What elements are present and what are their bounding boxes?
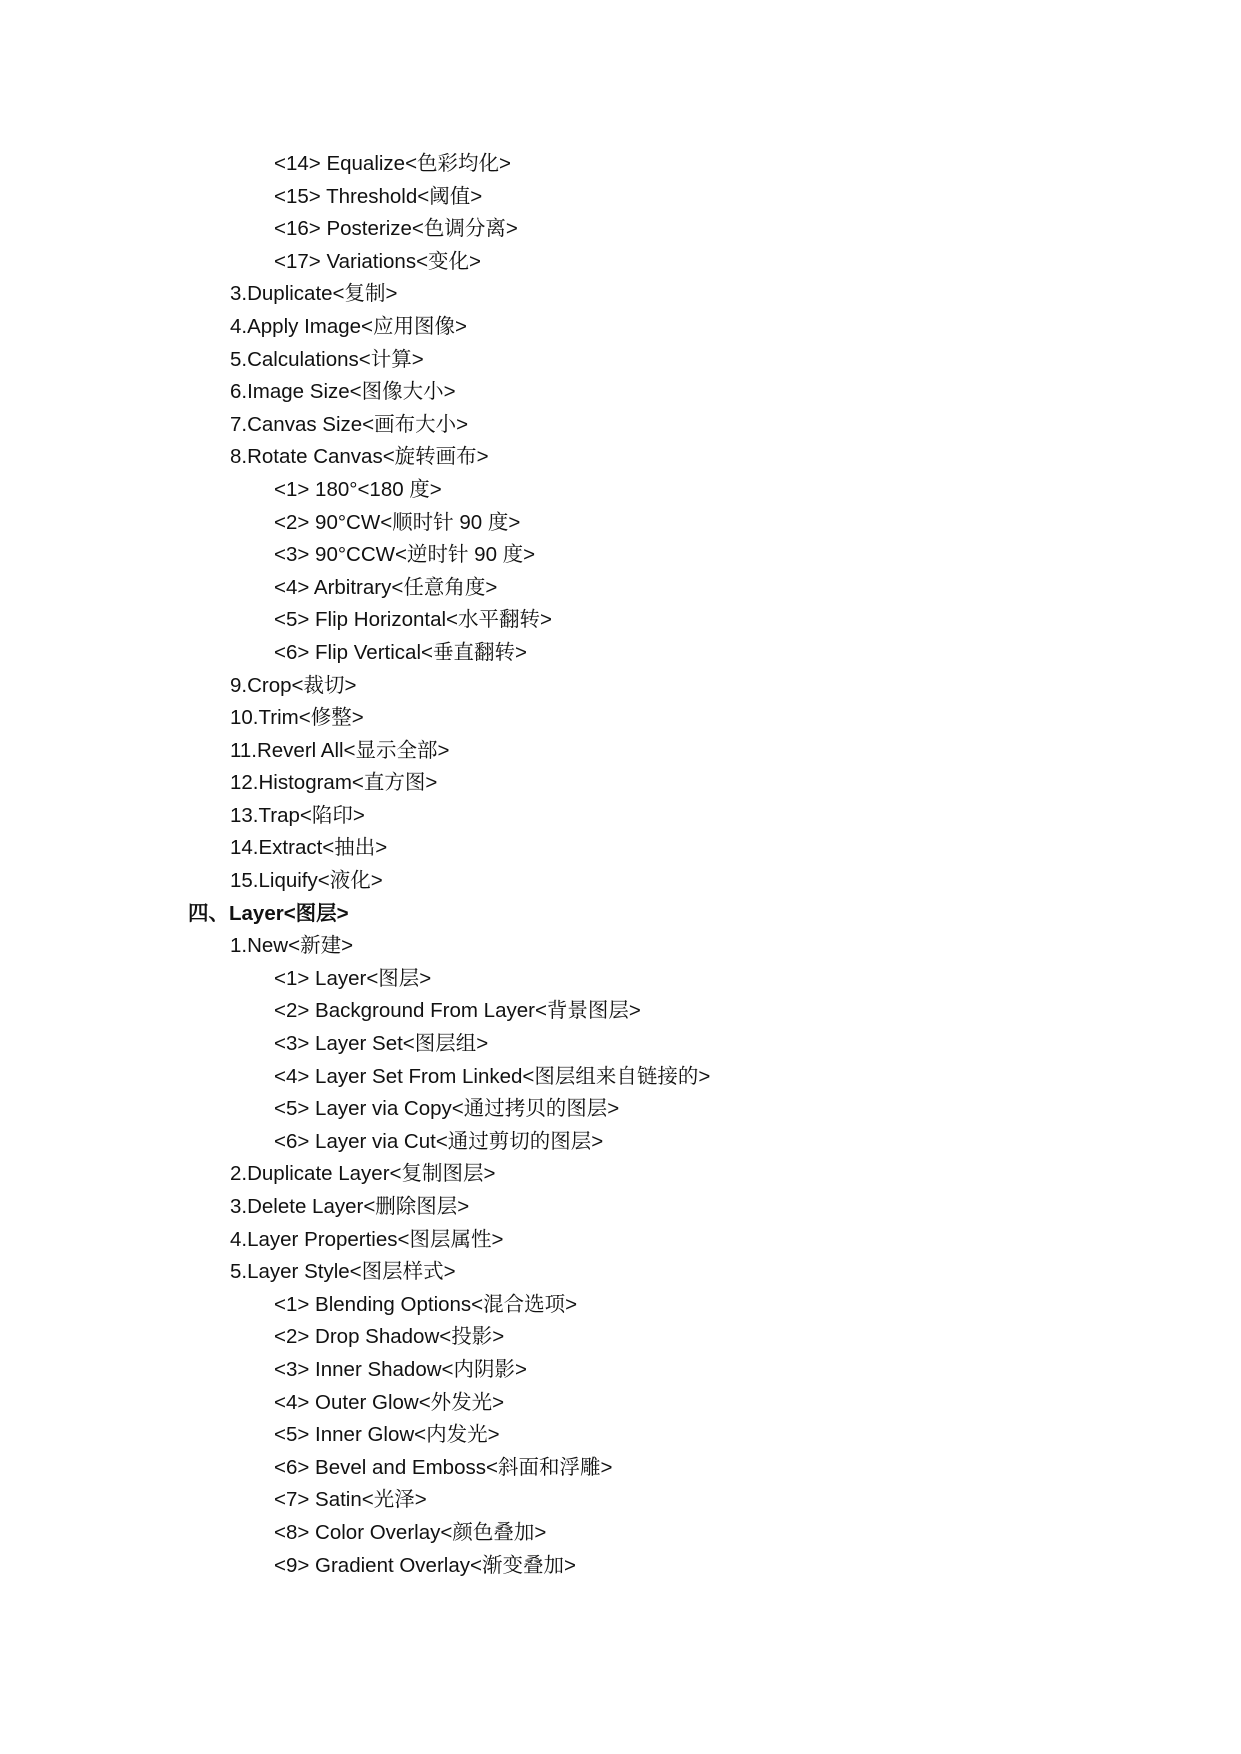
submenu-item: [0, 1452, 1241, 1485]
menu-item: [0, 832, 1241, 865]
menu-item-text: <1> Layer<图层>: [274, 966, 432, 990]
submenu-item: [0, 1419, 1241, 1452]
menu-item-text: <6> Bevel and Emboss<斜面和浮雕>: [274, 1455, 613, 1479]
menu-item: [0, 800, 1241, 833]
submenu-item: [0, 1028, 1241, 1061]
submenu-item: [0, 1484, 1241, 1517]
menu-item-text: 1.New<新建>: [230, 934, 354, 958]
menu-item-text: 6.Image Size<图像大小>: [230, 380, 456, 404]
submenu-item: [0, 572, 1241, 605]
menu-item-text: <5> Layer via Copy<通过拷贝的图层>: [274, 1097, 620, 1121]
menu-item: [0, 344, 1241, 377]
submenu-item: [0, 995, 1241, 1028]
submenu-item: [0, 1517, 1241, 1550]
menu-item-text: 7.Canvas Size<画布大小>: [230, 412, 469, 436]
submenu-item: [0, 1061, 1241, 1094]
menu-item-text: <5> Flip Horizontal<水平翻转>: [274, 608, 553, 632]
menu-item-text: 3.Duplicate<复制>: [230, 282, 398, 306]
menu-item-text: 14.Extract<抽出>: [230, 836, 388, 860]
menu-item: [0, 767, 1241, 800]
menu-item-text: <5> Inner Glow<内发光>: [274, 1423, 500, 1447]
menu-item: [0, 930, 1241, 963]
submenu-item: [0, 213, 1241, 246]
submenu-item: [0, 148, 1241, 181]
submenu-item: [0, 246, 1241, 279]
menu-item-text: <4> Arbitrary<任意角度>: [274, 575, 498, 599]
menu-item-text: <3> Layer Set<图层组>: [274, 1032, 489, 1056]
menu-item-text: 5.Layer Style<图层样式>: [230, 1260, 456, 1284]
submenu-item: [0, 1126, 1241, 1159]
menu-item-text: <2> Drop Shadow<投影>: [274, 1325, 505, 1349]
menu-item-text: <7> Satin<光泽>: [274, 1488, 427, 1512]
menu-item: [0, 409, 1241, 442]
menu-item-text: 4.Apply Image<应用图像>: [230, 314, 467, 338]
menu-item-text: <17> Variations<变化>: [274, 249, 482, 273]
section-heading: [0, 898, 1241, 931]
submenu-item: [0, 474, 1241, 507]
menu-item: [0, 702, 1241, 735]
menu-item-text: <16> Posterize<色调分离>: [274, 217, 518, 241]
menu-item-text: <15> Threshold<阈值>: [274, 184, 483, 208]
menu-item-text: <14> Equalize<色彩均化>: [274, 152, 512, 175]
menu-item-text: <1> Blending Options<混合选项>: [274, 1292, 578, 1316]
menu-item-text: <6> Layer via Cut<通过剪切的图层>: [274, 1129, 604, 1153]
submenu-item: [0, 604, 1241, 637]
menu-item: [0, 1256, 1241, 1289]
menu-item: [0, 1158, 1241, 1191]
menu-item: [0, 1224, 1241, 1257]
menu-item-text: 3.Delete Layer<删除图层>: [230, 1195, 470, 1218]
menu-item: [0, 735, 1241, 768]
submenu-item: [0, 1550, 1241, 1583]
menu-item: [0, 311, 1241, 344]
submenu-item: [0, 963, 1241, 996]
menu-item-text: <3> Inner Shadow<内阴影>: [274, 1357, 527, 1381]
menu-item-text: 10.Trim<修整>: [230, 706, 364, 730]
submenu-item: [0, 539, 1241, 572]
menu-item: [0, 441, 1241, 474]
menu-item-text: 2.Duplicate Layer<复制图层>: [230, 1162, 496, 1186]
menu-item-text: 13.Trap<陷印>: [230, 803, 365, 827]
menu-item-text: <2> 90°CW<顺时针 90 度>: [274, 510, 521, 534]
menu-item-text: 8.Rotate Canvas<旋转画布>: [230, 445, 489, 469]
submenu-item: [0, 1093, 1241, 1126]
menu-item-text: <4> Outer Glow<外发光>: [274, 1390, 505, 1414]
menu-item-text: 9.Crop<裁切>: [230, 673, 357, 697]
section-heading-text: 四、Layer<图层>: [188, 901, 349, 925]
menu-item-text: <8> Color Overlay<颜色叠加>: [274, 1520, 547, 1544]
menu-item: [0, 865, 1241, 898]
submenu-item: [0, 1321, 1241, 1354]
submenu-item: [0, 1289, 1241, 1322]
menu-item-text: <2> Background From Layer<背景图层>: [274, 999, 641, 1023]
menu-item-text: 11.Reverl All<显示全部>: [230, 738, 450, 762]
menu-item: [0, 278, 1241, 311]
menu-outline-list: [0, 148, 1241, 1582]
menu-item-text: 15.Liquify<液化>: [230, 869, 383, 893]
menu-item-text: 5.Calculations<计算>: [230, 347, 424, 371]
menu-item-text: <3> 90°CCW<逆时针 90 度>: [274, 543, 536, 567]
menu-item: [0, 1191, 1241, 1224]
submenu-item: [0, 1354, 1241, 1387]
submenu-item: [0, 1387, 1241, 1420]
menu-item: [0, 376, 1241, 409]
menu-item-text: <6> Flip Vertical<垂直翻转>: [274, 640, 527, 664]
submenu-item: [0, 181, 1241, 214]
menu-item: [0, 670, 1241, 703]
menu-item-text: 4.Layer Properties<图层属性>: [230, 1227, 504, 1251]
menu-item-text: <4> Layer Set From Linked<图层组来自链接的>: [274, 1064, 711, 1088]
menu-item-text: <9> Gradient Overlay<渐变叠加>: [274, 1553, 576, 1577]
menu-item-text: 12.Histogram<直方图>: [230, 771, 438, 795]
submenu-item: [0, 637, 1241, 670]
menu-item-text: <1> 180°<180 度>: [274, 477, 442, 501]
submenu-item: [0, 507, 1241, 540]
